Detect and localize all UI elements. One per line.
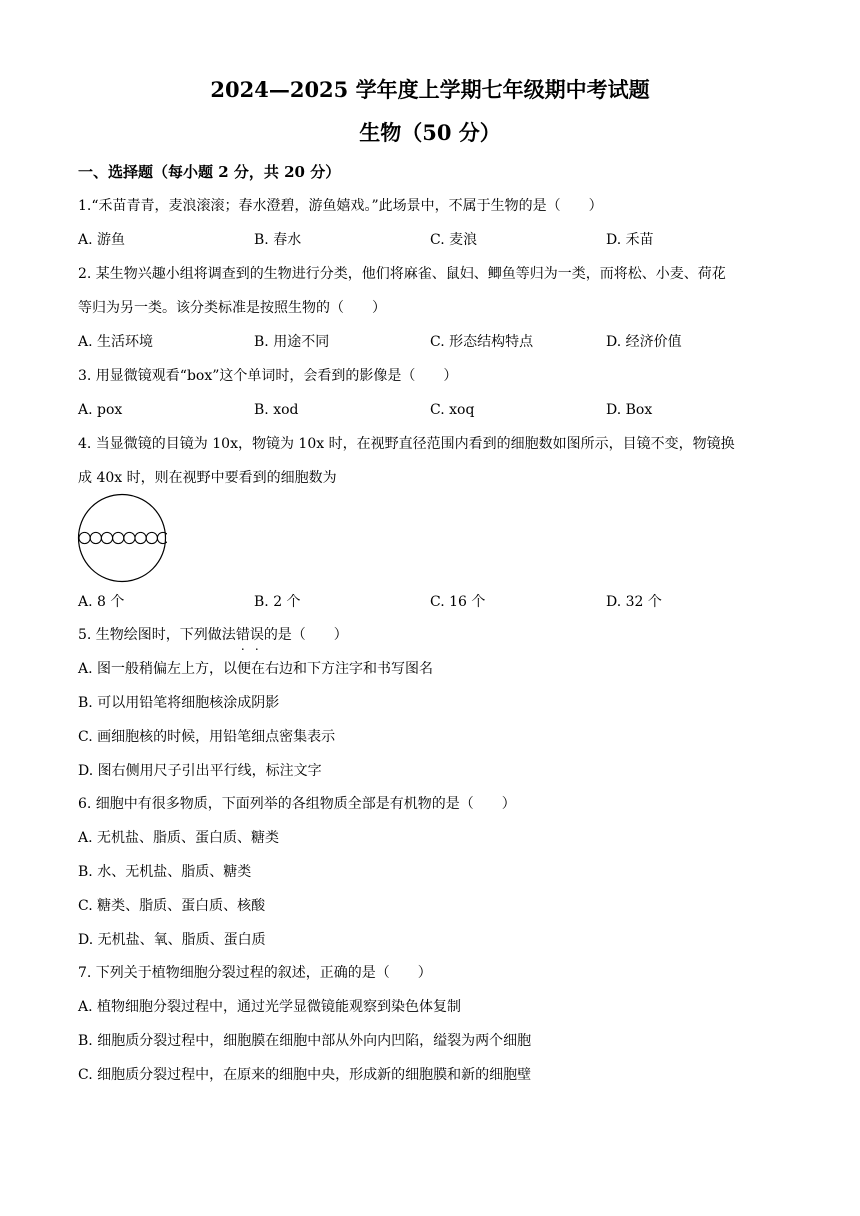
cell [101, 532, 112, 543]
question-4-stem-line2: 成 40x 时，则在视野中要看到的细胞数为 [78, 470, 337, 486]
question-4-stem-line1: 4. 当显微镜的目镜为 10x，物镜为 10x 时，在视野直径范围内看到的细胞数如图所示，目镜不变，物镜换 [78, 436, 735, 452]
question-4-options [0, 595, 860, 611]
option-b: B. xod [254, 402, 299, 418]
question-7-option-b: B. 细胞质分裂过程中，细胞膜在细胞中部从外向内凹陷，缢裂为两个细胞 [78, 1033, 532, 1049]
question-5-option-a: A. 图一般稍偏左上方，以便在右边和下方注字和书写图名 [78, 661, 434, 677]
question-7-option-a: A. 植物细胞分裂过程中，通过光学显微镜能观察到染色体复制 [78, 999, 462, 1015]
cell [113, 532, 124, 543]
field-of-view-circle [79, 495, 166, 582]
option-c: C. xoq [430, 402, 475, 418]
question-6-option-c: C. 糖类、脂质、蛋白质、核酸 [78, 898, 266, 914]
option-b: B. 用途不同 [254, 334, 330, 350]
microscope-field-figure [77, 493, 167, 583]
option-a: A. 游鱼 [78, 232, 126, 248]
question-6-option-a: A. 无机盐、脂质、蛋白质、糖类 [78, 830, 280, 846]
cell [124, 532, 135, 543]
question-6-option-b: B. 水、无机盐、脂质、糖类 [78, 864, 252, 880]
question-5-option-c: C. 画细胞核的时候，用铅笔细点密集表示 [78, 729, 336, 745]
question-7-option-c: C. 细胞质分裂过程中，在原来的细胞中央，形成新的细胞膜和新的细胞壁 [78, 1067, 532, 1083]
option-a: A. pox [78, 402, 123, 418]
question-3-options [0, 403, 860, 419]
cell [146, 532, 157, 543]
cell-row [79, 532, 167, 543]
option-d: D. Box [606, 402, 653, 418]
cell [90, 532, 101, 543]
question-5-option-d: D. 图右侧用尺子引出平行线，标注文字 [78, 763, 322, 779]
question-7-stem: 7. 下列关于植物细胞分裂过程的叙述，正确的是（ ） [78, 965, 432, 981]
section-heading: 一、选择题（每小题 2 分，共 20 分） [78, 163, 341, 181]
option-c: C. 形态结构特点 [430, 334, 534, 350]
cell [79, 532, 90, 543]
cell [135, 532, 146, 543]
question-2-stem-line1: 2. 某生物兴趣小组将调查到的生物进行分类，他们将麻雀、鼠妇、鲫鱼等归为一类，而将松、小麦、荷花 [78, 266, 726, 282]
question-1-stem: 1.“禾苗青青，麦浪滚滚；春水澄碧，游鱼嬉戏。”此场景中，不属于生物的是（ ） [78, 198, 603, 214]
option-a: A. 8 个 [78, 594, 125, 610]
option-b: B. 2 个 [254, 594, 301, 610]
question-2-options [0, 335, 860, 351]
option-a: A. 生活环境 [78, 334, 154, 350]
question-6-stem: 6. 细胞中有很多物质，下面列举的各组物质全部是有机物的是（ ） [78, 796, 516, 812]
question-5-stem [78, 628, 348, 642]
option-d: D. 32 个 [606, 594, 662, 610]
exam-subtitle: 生物（50 分） [359, 120, 501, 145]
question-5-stem-post: 的是（ ） [263, 627, 348, 643]
question-5-stem-pre: 5. 生物绘图时，下列做法 [78, 627, 236, 643]
option-d: D. 禾苗 [606, 232, 654, 248]
option-c: C. 16 个 [430, 594, 486, 610]
emphasis-char: 误 [249, 627, 264, 643]
exam-title: 2024—2025 学年度上学期七年级期中考试题 [210, 77, 650, 102]
question-2-stem-line2: 等归为另一类。该分类标准是按照生物的（ ） [78, 300, 386, 316]
emphasis-char: 错 [235, 627, 250, 643]
question-5-option-b: B. 可以用铅笔将细胞核涂成阴影 [78, 695, 280, 711]
option-d: D. 经济价值 [606, 334, 682, 350]
question-3-stem: 3. 用显微镜观看“box”这个单词时，会看到的影像是（ ） [78, 368, 458, 384]
question-6-option-d: D. 无机盐、氧、脂质、蛋白质 [78, 932, 266, 948]
option-c: C. 麦浪 [430, 232, 478, 248]
option-b: B. 春水 [254, 232, 302, 248]
question-1-options [0, 233, 860, 249]
